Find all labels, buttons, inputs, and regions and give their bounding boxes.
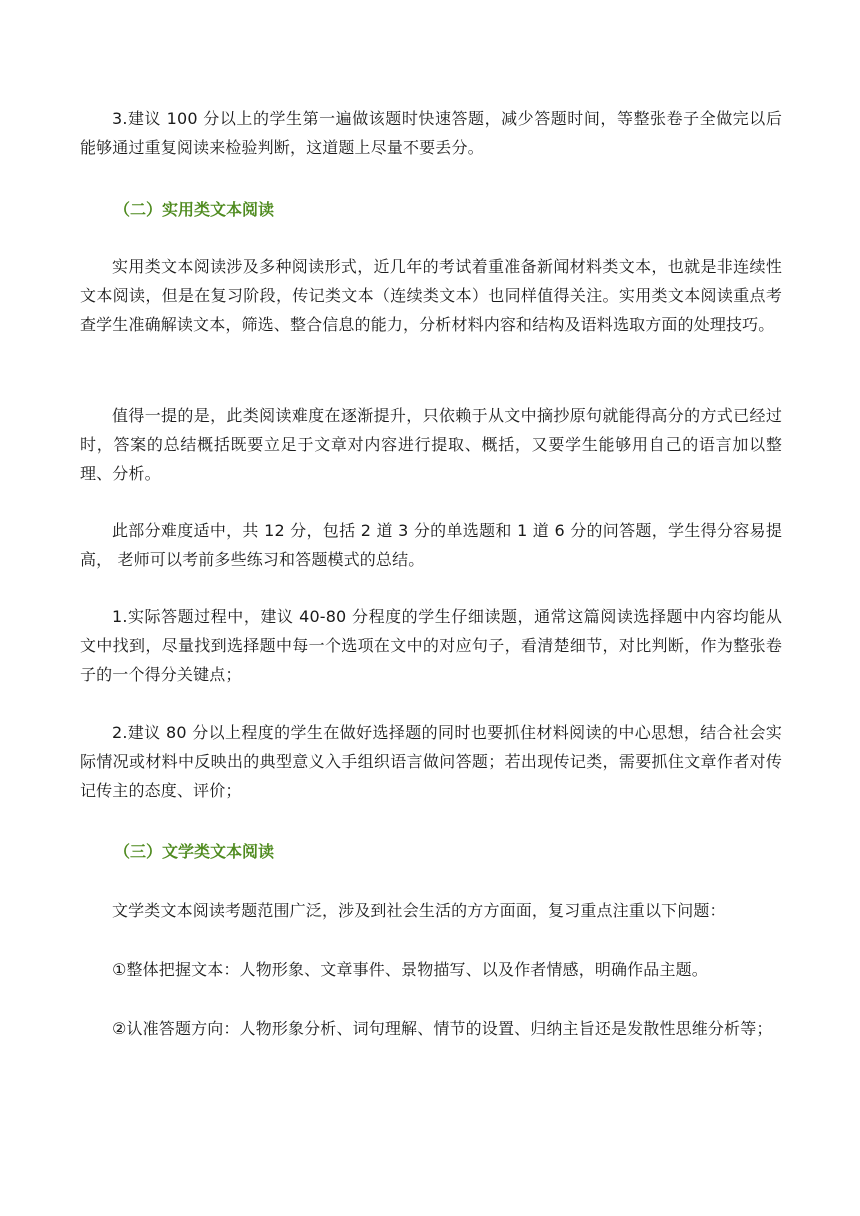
paragraph-difficulty-note: 值得一提的是，此类阅读难度在逐渐提升，只依赖于从文中摘抄原句就能得高分的方式已经过时，答案的总结概括既要立足于文章对内容进行提取、概括，又要学生能够用自己的语言加以整理、分析。 <box>80 406 782 483</box>
paragraph-point-2: ②认准答题方向：人物形象分析、词句理解、情节的设置、归纳主旨还是发散性思维分析等； <box>112 1019 773 1038</box>
paragraph-practical-intro: 实用类文本阅读涉及多种阅读形式，近几年的考试着重准备新闻材料类文本，也就是非连续性文本阅读，但是在复习阶段，传记类文本（连续类文本）也同样值得关注。实用类文本阅读重点考查学生准确解读文本，筛选、整合信息的能力，分析材料内容和结构及语料选取方面的处理技巧。 <box>80 257 782 334</box>
section-heading-practical-text: （二）实用类文本阅读 <box>114 200 275 219</box>
paragraph-literary-intro: 文学类文本阅读考题范围广泛，涉及到社会生活的方方面面，复习重点注重以下问题： <box>112 901 726 920</box>
paragraph-point-1: ①整体把握文本：人物形象、文章事件、景物描写、以及作者情感，明确作品主题。 <box>112 960 708 979</box>
paragraph-score-info: 此部分难度适中，共 12 分，包括 2 道 3 分的单选题和 1 道 6 分的问答题，学生得分容易提高， 老师可以考前多些练习和答题模式的总结。 <box>80 521 782 569</box>
section-heading-literary-text: （三）文学类文本阅读 <box>114 842 275 861</box>
paragraph-advice-3: 3.建议 100 分以上的学生第一遍做该题时快速答题，减少答题时间，等整张卷子全做完以后能够通过重复阅读来检验判断，这道题上尽量不要丢分。 <box>80 109 782 157</box>
paragraph-advice-1: 1.实际答题过程中，建议 40-80 分程度的学生仔细读题，通常这篇阅读选择题中内容均能从文中找到，尽量找到选择题中每一个选项在文中的对应句子，看清楚细节，对比判断，作为整张卷子的一个得分关键点； <box>80 607 782 684</box>
paragraph-advice-2: 2.建议 80 分以上程度的学生在做好选择题的同时也要抓住材料阅读的中心思想，结合社会实际情况或材料中反映出的典型意义入手组织语言做问答题；若出现传记类，需要抓住文章作者对传记传主的态度、评价； <box>80 723 782 800</box>
